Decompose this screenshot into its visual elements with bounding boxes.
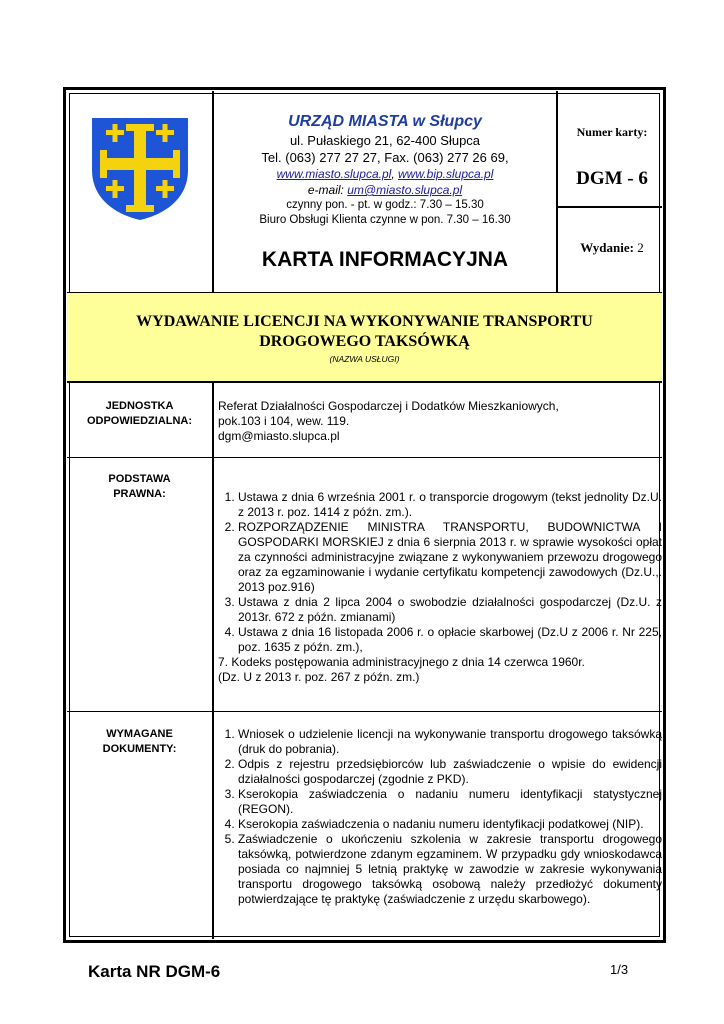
list-item: 1. Ustawa z dnia 6 września 2001 r. o transporcie drogowym (tekst jednolity Dz.U. z 2013 r. poz. 1414 z późn. zm.).	[238, 490, 662, 520]
customer-service-hours: Biuro Obsługi Klienta czynne w pon. 7.30 – 16.30	[259, 214, 511, 226]
list-item: 2. ROZPORZĄDZENIE MINISTRA TRANSPORTU, BUDOWNICTWA I GOSPODARKI MORSKIEJ z dnia 6 sierpnia 2013 r. w sprawie wysokości opłat za czynności administracyjne związane z wykonywaniem przewozu drogowego oraz za egzaminowanie i wydanie certyfikatu kompetencji zawodowych (Dz.U.,. 2013 poz.916)	[238, 520, 662, 595]
legal-basis-label	[67, 472, 212, 502]
service-title	[67, 312, 662, 352]
list-item: 3. Ustawa z dnia 2 lipca 2004 o swobodzie działalności gospodarczej (Dz.U. z 2013r. 672 z późn. zmianami)	[238, 595, 662, 625]
service-title-caption: (NAZWA USŁUGI)	[329, 354, 400, 364]
unit-label-line2: ODPOWIEDZIALNA:	[86, 415, 193, 427]
footer-page-number: 1/3	[610, 962, 629, 977]
office-hours: czynny pon. - pt. w godz.: 7.30 – 15.30	[286, 199, 484, 211]
office-address: ul. Pułaskiego 21, 62-400 Słupca	[289, 133, 481, 148]
unit-line2: pok.103 i 104, wew. 119.	[218, 414, 350, 428]
legal-basis-item-7-line1: 7. Kodeks postępowania administracyjnego z dnia 14 czerwca 1960r.	[218, 655, 585, 669]
office-websites	[214, 166, 556, 182]
document-type: KARTA INFORMACYJNA	[261, 248, 509, 271]
email-link[interactable]: um@miasto.slupca.pl	[347, 183, 463, 197]
legal-basis-content	[218, 490, 662, 685]
unit-content	[218, 399, 662, 444]
list-item: 4. Kserokopia zaświadczenia o nadaniu numeru identyfikacji podatkowej (NIP).	[238, 817, 662, 832]
required-documents-content	[218, 727, 662, 907]
office-name: URZĄD MIASTA w Słupcy	[288, 113, 482, 130]
row-divider-2	[67, 711, 662, 712]
legal-basis-label-line1: PODSTAWA	[108, 473, 171, 485]
required-documents-label-line1: WYMAGANE	[106, 728, 173, 740]
required-documents-list	[218, 727, 662, 907]
header-divider-right	[556, 91, 558, 293]
list-item: 3. Kserokopia zaświadczenia o nadaniu numeru identyfikacji statystycznej (REGON).	[238, 787, 662, 817]
legal-basis-item-7-line2: (Dz. U z 2013 r. poz. 267 z późn. zm.)	[218, 670, 420, 684]
legal-basis-list	[218, 490, 662, 655]
service-title-line2: DROGOWEGO TAKSÓWKĄ	[259, 333, 470, 350]
office-header	[214, 112, 556, 228]
legal-basis-item-7	[218, 655, 662, 685]
unit-line1: Referat Działalności Gospodarczej i Dodatków Mieszkaniowych,	[218, 399, 559, 413]
service-title-line1: WYDAWANIE LICENCJI NA WYKONYWANIE TRANSPORTU	[136, 313, 593, 330]
office-phone-fax: Tel. (063) 277 27 27, Fax. (063) 277 26 69,	[261, 150, 509, 165]
card-number-label: Numer karty:	[576, 125, 648, 139]
required-documents-label	[67, 727, 212, 757]
card-number: DGM - 6	[576, 168, 648, 189]
website-link-main[interactable]: www.miasto.slupca.pl	[276, 167, 392, 181]
unit-line3: dgm@miasto.slupca.pl	[218, 429, 340, 443]
email-label: e-mail:	[307, 183, 348, 197]
header-divider-number	[556, 206, 662, 208]
required-documents-label-line2: DOKUMENTY:	[102, 743, 177, 755]
edition	[558, 240, 666, 256]
legal-basis-label-line2: PRAWNA:	[113, 488, 166, 500]
footer-card-reference: Karta NR DGM-6	[88, 962, 221, 981]
office-email	[214, 182, 556, 198]
unit-label	[67, 399, 212, 429]
list-item: 2. Odpis z rejestru przedsiębiorców lub zaświadczenie o wpisie do ewidencji działalności gospodarczej (zgodnie z PKD).	[238, 757, 662, 787]
list-item: 4. Ustawa z dnia 16 listopada 2006 r. o opłacie skarbowej (Dz.U z 2006 r. Nr 225, poz. 1635 z późn. zm.),	[238, 625, 662, 655]
row-divider-1	[67, 457, 662, 458]
website-link-bip[interactable]: www.bip.slupca.pl	[398, 167, 494, 181]
website-separator: ,	[391, 167, 398, 181]
edition-value: 2	[637, 240, 644, 255]
title-bottom-line	[67, 381, 662, 383]
list-item: 1. Wniosek o udzielenie licencji na wykonywanie transportu drogowego taksówką (druk do pobrania).	[238, 727, 662, 757]
edition-label: Wydanie:	[580, 240, 634, 255]
list-item: 5. Zaświadczenie o ukończeniu szkolenia w zakresie transportu drogowego taksówką, potwierdzone zdanym egzaminem. W przypadku gdy wnioskodawca posiada co najmniej 5 letnią praktykę w zawodzie w zakresie wykonywania transportu drogowego taksówką osobową należy przedłożyć dokumenty potwierdzające tę praktykę (zaświadczenie z urzędu skarbowego).	[238, 832, 662, 907]
unit-label-line1: JEDNOSTKA	[105, 400, 174, 412]
label-column-divider	[212, 383, 214, 939]
city-coat-of-arms-icon	[88, 114, 192, 222]
